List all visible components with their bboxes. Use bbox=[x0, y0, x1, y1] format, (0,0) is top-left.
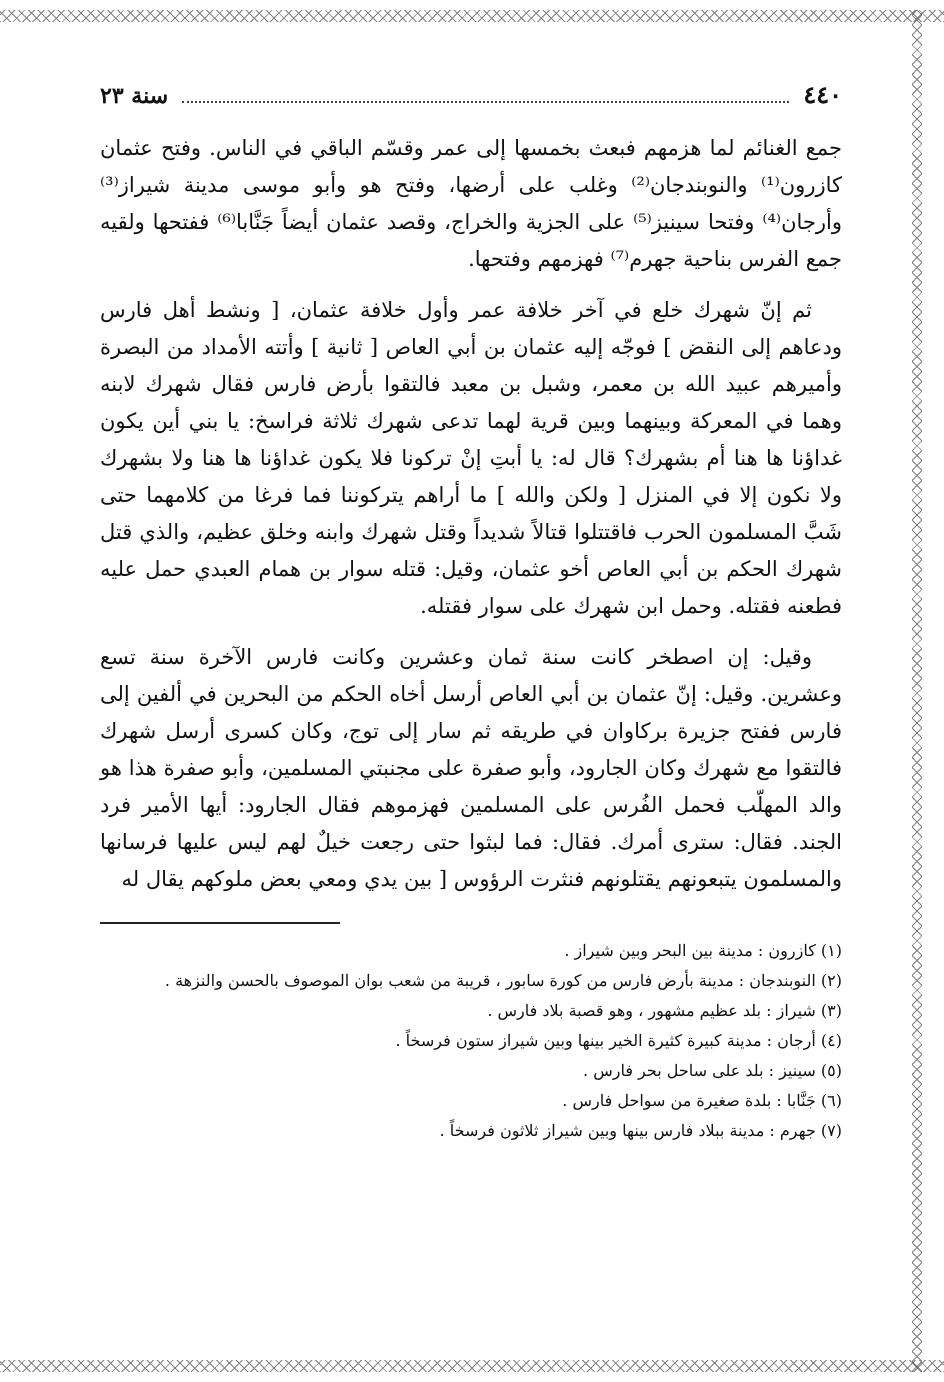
header-dotted-leader bbox=[182, 101, 789, 103]
paragraph-1: جمع الغنائم لما هزمهم فبعث بخمسها إلى عمر وقسّم الباقي في الناس. وفتح عثمان كازرون⁽¹⁾ والنوبندجان⁽²⁾ وغلب على أرضها، وفتح هو وأبو موسى مدينة شيراز⁽³⁾ وأرجان⁽⁴⁾ وفتحا سينيز⁽⁵⁾ على الجزية والخراج، وقصد عثمان أيضاً جَنَّابا⁽⁶⁾ ففتحها ولقيه جمع الفرس بناحية جهرم⁽⁷⁾ فهزمهم وفتحها. bbox=[100, 136, 842, 271]
year-heading: سنة ٢٣ bbox=[100, 83, 169, 109]
footnote-2: (٢) النوبندجان : مدينة بأرض فارس من كورة سابور ، قريبة من شعب بوان الموصوف بالحسن والنزهة . bbox=[164, 971, 842, 990]
footnote-1: (١) كازرون : مدينة بين البحر وبين شيراز . bbox=[564, 941, 842, 960]
footnote-separator bbox=[100, 922, 340, 924]
footnote-3: (٣) شيراز : بلد عظيم مشهور ، وهو قصبة بلاد فارس . bbox=[487, 1001, 842, 1020]
page-number: ٤٤٠ bbox=[803, 80, 842, 109]
footnote-7: (٧) جهرم : مدينة ببلاد فارس بينها وبين شيراز ثلاثون فرسخاً . bbox=[439, 1121, 842, 1140]
footnote-separator-wrap bbox=[100, 922, 842, 924]
running-header bbox=[100, 80, 842, 120]
decorative-border-right bbox=[912, 10, 922, 1372]
footnote-5: (٥) سينيز : بلد على ساحل بحر فارس . bbox=[583, 1061, 842, 1080]
paragraph-3: وقيل: إن اصطخر كانت سنة ثمان وعشرين وكانت فارس الآخرة سنة تسع وعشرين. وقيل: إنّ عثمان بن أبي العاص أرسل أخاه الحكم من البحرين في ألفين إلى فارس ففتح جزيرة بركاوان في طريقه ثم سار إلى توج، وكان كسرى أرسل شهرك فالتقوا مع شهرك وكان الجارود، وأبو صفرة على مجنبتي المسلمين، وأبو صفرة هذا هو والد المهلّب فحمل الفُرس على المسلمين فهزموهم فقال الجارود: أيها الأمير فرد الجند. فقال: سترى أمرك. فقال: فما لبثوا حتى رجعت خيلٌ لهم ليس عليها فرسانها والمسلمون يتبعونهم يقتلونهم فنثرت الرؤوس [ بين يدي ومعي بعض ملوكهم يقال له bbox=[100, 645, 842, 891]
footnotes bbox=[100, 936, 842, 1146]
book-page bbox=[100, 80, 842, 1146]
decorative-border-top bbox=[0, 10, 944, 22]
footnote-4: (٤) أرجان : مدينة كبيرة كثيرة الخير بينها وبين شيراز ستون فرسخاً . bbox=[395, 1031, 842, 1050]
paragraph-2: ثم إنّ شهرك خلع في آخر خلافة عمر وأول خلافة عثمان، [ ونشط أهل فارس ودعاهم إلى النقض ] فوجّه إليه عثمان بن أبي العاص [ ثانية ] وأتته الأمداد من البصرة وأميرهم عبيد الله بن معمر، وشبل بن معبد فالتقوا بأرض فارس فقال شهرك لابنه وهما في المعركة وبينهما وبين قرية لهما تدعى شهرك ثلاثة فراسخ: يا بني أين يكون غداؤنا ها هنا أم بشهرك؟ قال له: يا أبتِ إنْ تركونا فلا يكون غداؤنا ها هنا ولا بشهرك ولا نكون إلا في المنزل [ ولكن والله ] ما أراهم يتركوننا فما فرغا من كلامهما حتى شَبَّ المسلمون الحرب فاقتتلوا قتالاً شديداً وقتل شهرك وابنه وخلق عظيم، والذي قتل شهرك الحكم بن أبي العاص أخو عثمان، وقيل: قتله سوار بن همام العبدي حمل عليه فطعنه فقتله. وحمل ابن شهرك على سوار فقتله. bbox=[100, 298, 842, 618]
decorative-border-bottom bbox=[0, 1360, 944, 1372]
footnote-6: (٦) جَنَّابا : بلدة صغيرة من سواحل فارس . bbox=[562, 1091, 842, 1110]
